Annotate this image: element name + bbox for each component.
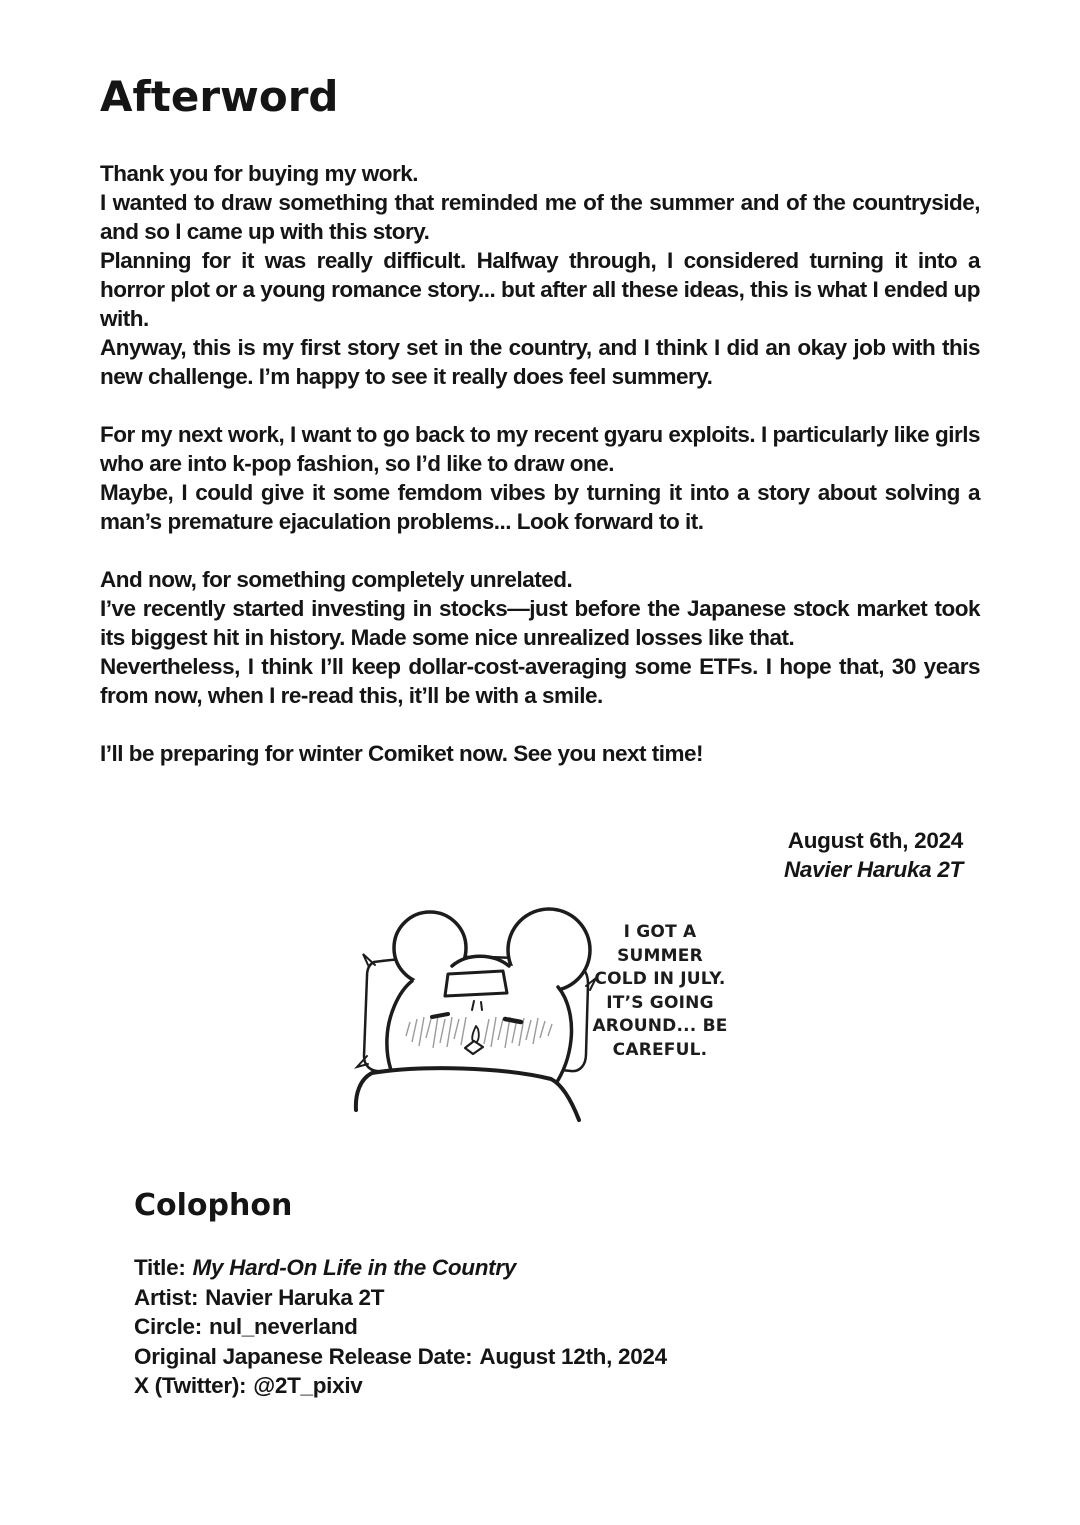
signature bbox=[784, 826, 963, 884]
colophon-entry bbox=[134, 1342, 984, 1372]
colophon-value: @2T_pixiv bbox=[253, 1373, 363, 1398]
caption-line: CAREFUL. bbox=[612, 1039, 708, 1060]
colophon-value: August 12th, 2024 bbox=[479, 1343, 667, 1369]
colophon-entry bbox=[134, 1371, 984, 1401]
colophon-label: X (Twitter): bbox=[134, 1373, 247, 1398]
colophon-label: Title: bbox=[134, 1255, 186, 1280]
colophon-value: My Hard-On Life in the Country bbox=[192, 1255, 517, 1280]
caption-line: SUMMER bbox=[617, 945, 703, 966]
caption-line: AROUND... BE bbox=[592, 1016, 728, 1036]
paragraph: I’ve recently started investing in stocks—just before the Japanese stock market took its biggest hit in history. Made some nice unrealized losses like that. bbox=[100, 596, 980, 650]
colophon-entry bbox=[134, 1283, 984, 1313]
paragraph: Thank you for buying my work. bbox=[100, 161, 419, 186]
paragraph: Anyway, this is my first story set in the country, and I think I did an okay job with this new challenge. I’m happy to see it really does feel summery. bbox=[100, 335, 980, 389]
colophon-entry bbox=[134, 1253, 984, 1283]
paragraph: Maybe, I could give it some femdom vibes by turning it into a story about solving a man’s premature ejaculation problems... Look forward to it. bbox=[100, 480, 980, 534]
caption-line: COLD IN JULY. bbox=[594, 969, 726, 989]
colophon-heading: Colophon bbox=[134, 1188, 293, 1223]
signature-author: Navier Haruka 2T bbox=[783, 857, 963, 882]
fever-patch bbox=[445, 971, 507, 996]
sick-mouse-illustration bbox=[350, 888, 610, 1133]
eye-right bbox=[505, 1019, 521, 1022]
afterword-body bbox=[100, 159, 980, 768]
paragraph-group bbox=[100, 739, 980, 768]
paragraph: I’ll be preparing for winter Comiket now. See you next time! bbox=[100, 741, 704, 766]
paragraph: Planning for it was really difficult. Halfway through, I considered turning it into a horror plot or a young romance story... but after all these ideas, this is what I ended up with. bbox=[100, 248, 980, 331]
colophon-entry bbox=[134, 1312, 984, 1342]
colophon-label: Circle: bbox=[134, 1314, 202, 1339]
colophon-label: Artist: bbox=[134, 1284, 199, 1310]
illustration-caption bbox=[584, 921, 736, 1062]
paragraph-group bbox=[100, 565, 980, 710]
paragraph: For my next work, I want to go back to my recent gyaru exploits. I particularly like girls who are into k-pop fashion, so I’d like to draw one. bbox=[100, 422, 980, 476]
caption-line: I GOT A bbox=[623, 922, 697, 942]
colophon-value: nul_neverland bbox=[208, 1314, 358, 1339]
caption-line: IT’S GOING bbox=[606, 992, 714, 1013]
colophon-entries bbox=[134, 1253, 984, 1401]
colophon-label: Original Japanese Release Date: bbox=[134, 1343, 473, 1369]
paragraph: I wanted to draw something that reminded me of the summer and of the countryside, and so I came up with this story. bbox=[100, 190, 980, 244]
signature-date: August 6th, 2024 bbox=[787, 828, 963, 853]
paragraph: And now, for something completely unrelated. bbox=[100, 567, 573, 592]
paragraph-group bbox=[100, 420, 980, 536]
paragraph-group bbox=[100, 159, 980, 391]
paragraph: Nevertheless, I think I’ll keep dollar-cost-averaging some ETFs. I hope that, 30 years from now, when I re-read this, it’ll be with a smile. bbox=[100, 654, 980, 708]
colophon-value: Navier Haruka 2T bbox=[205, 1284, 385, 1310]
page-title: Afterword bbox=[100, 72, 339, 121]
